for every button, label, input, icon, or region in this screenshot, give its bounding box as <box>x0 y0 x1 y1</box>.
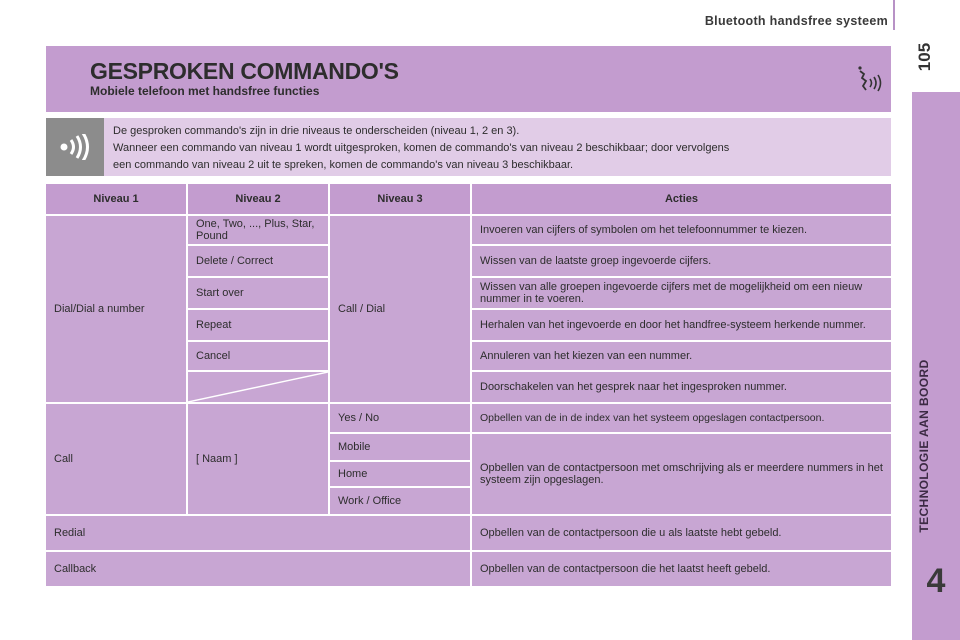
callback-action: Opbellen van de contactpersoon die het laatst heeft gebeld. <box>472 552 891 586</box>
dial-action-cancel: Annuleren van het kiezen van een nummer. <box>472 342 891 370</box>
dial-level3: Call / Dial <box>330 216 470 402</box>
call-level3-work: Work / Office <box>330 488 470 514</box>
chapter-number: 4 <box>926 562 946 600</box>
intro-line: De gesproken commando's zijn in drie niveaus te onderscheiden (niveau 1, 2 en 3). <box>113 125 520 137</box>
speaker-waves-icon <box>58 134 92 160</box>
header-niveau-3: Niveau 3 <box>330 184 470 214</box>
diagonal-slash <box>188 372 328 402</box>
call-level3-yes-no: Yes / No <box>330 404 470 432</box>
call-level1: Call <box>46 404 186 514</box>
intro-line: Wanneer een commando van niveau 1 wordt uitgesproken, komen de commando's van niveau 2 beschikbaar; door vervolgens <box>113 142 730 154</box>
call-action-shared: Opbellen van de contactpersoon met omschrijving als er meerdere nummers in het systeem zijn opgeslagen. <box>472 434 891 514</box>
voice-command-icon <box>854 64 882 94</box>
chapter-side-label: TECHNOLOGIE AAN BOORD <box>917 359 931 533</box>
intro-line: een commando van niveau 2 uit te spreken, komen de commando's van niveau 3 beschikbaar. <box>113 159 574 171</box>
call-level3-home: Home <box>330 462 470 486</box>
page-subtitle: Mobiele telefoon met handsfree functies <box>90 84 320 98</box>
callback-command: Callback <box>46 552 470 586</box>
dial-level2-digits: One, Two, ..., Plus, Star, Pound <box>188 216 328 244</box>
page-title: GESPROKEN COMMANDO'S <box>90 58 399 84</box>
dial-action-digits: Invoeren van cijfers of symbolen om het telefoonnummer te kiezen. <box>472 216 891 244</box>
call-action-yes-no: Opbellen van de in de index van het systeem opgeslagen contactpersoon. <box>472 404 891 432</box>
header-acties: Acties <box>472 184 891 214</box>
dial-level1: Dial/Dial a number <box>46 216 186 402</box>
section-header: Bluetooth handsfree systeem <box>704 14 888 28</box>
dial-level2-repeat: Repeat <box>188 310 328 340</box>
dial-level2-start-over: Start over <box>188 278 328 308</box>
redial-command: Redial <box>46 516 470 550</box>
dial-action-repeat: Herhalen van het ingevoerde en door het handfree-systeem herkende nummer. <box>472 310 891 340</box>
intro-icon-box <box>46 118 104 176</box>
call-level3-mobile: Mobile <box>330 434 470 460</box>
header-niveau-1: Niveau 1 <box>46 184 186 214</box>
dial-action-start-over: Wissen van alle groepen ingevoerde cijfers met de mogelijkheid om een nieuw nummer in te voeren. <box>472 278 891 308</box>
redial-action: Opbellen van de contactpersoon die u als laatste hebt gebeld. <box>472 516 891 550</box>
dial-action-transfer: Doorschakelen van het gesprek naar het ingesproken nummer. <box>472 372 891 402</box>
intro-text <box>113 123 883 174</box>
dial-level2-cancel: Cancel <box>188 342 328 370</box>
page-number: 105 <box>915 42 934 72</box>
header-niveau-2: Niveau 2 <box>188 184 328 214</box>
dial-level2-delete: Delete / Correct <box>188 246 328 276</box>
dial-action-delete: Wissen van de laatste groep ingevoerde cijfers. <box>472 246 891 276</box>
call-level2: [ Naam ] <box>188 404 328 514</box>
header-divider <box>893 0 895 30</box>
dial-level2-empty <box>188 372 328 402</box>
